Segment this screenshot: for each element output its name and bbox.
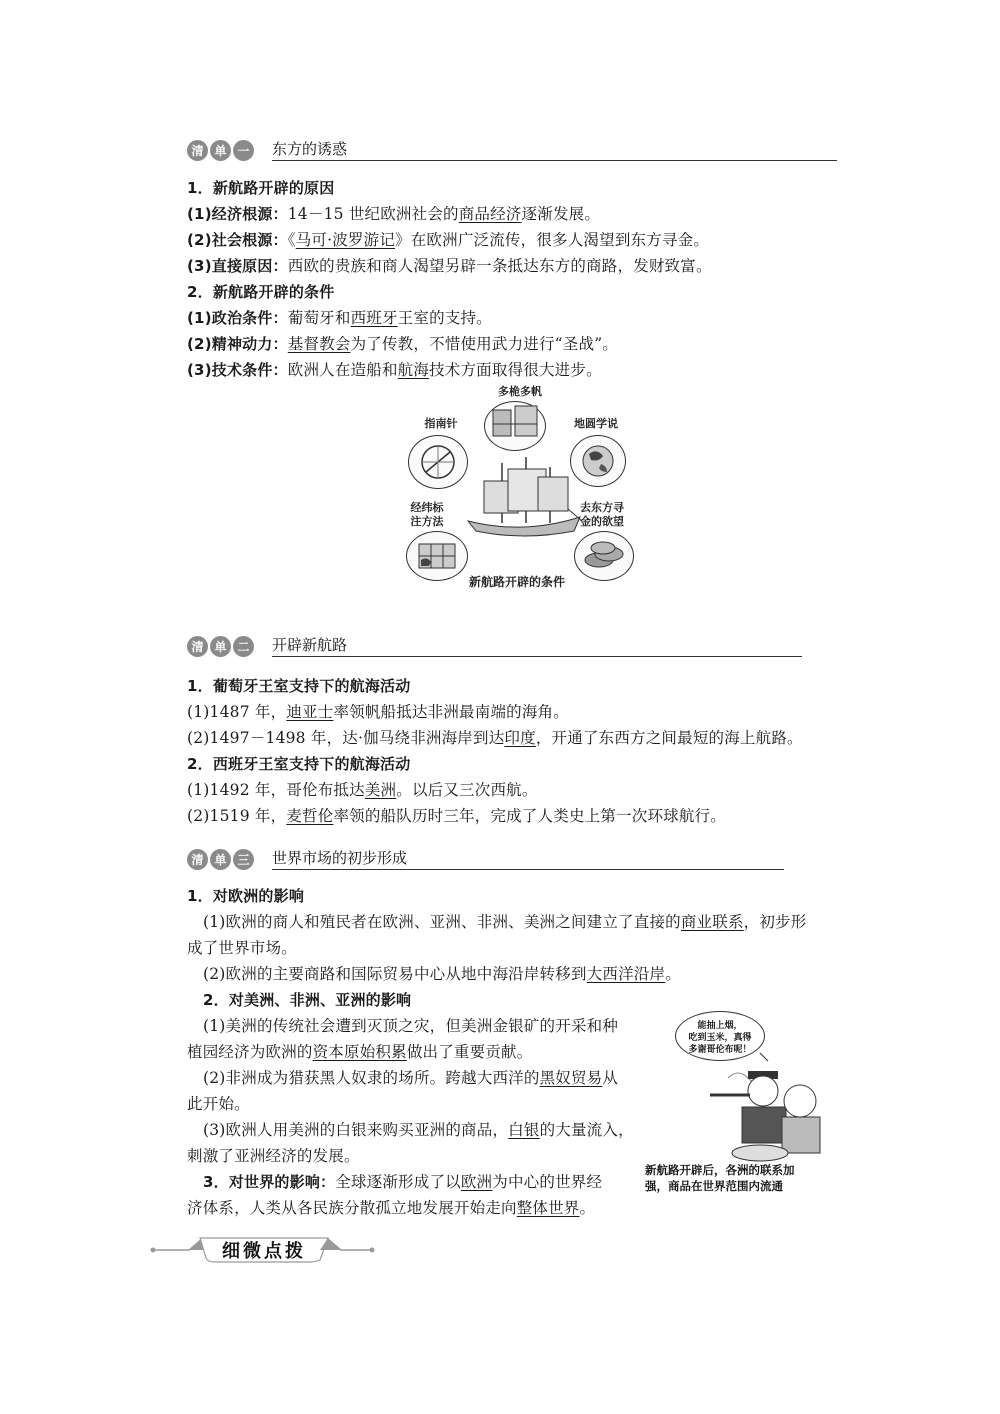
- heading: 1．对欧洲的影响: [187, 887, 305, 905]
- answer-blank: 欧洲: [460, 1173, 493, 1191]
- map-icon: [406, 531, 468, 581]
- list-item: (1)1492 年，哥伦布抵达美洲。以后又三次西航。: [187, 781, 538, 799]
- paragraph: (1)欧洲的商人和殖民者在欧洲、亚洲、非洲、美洲之间建立了直接的商业联系，初步形: [203, 913, 807, 931]
- answer-blank: 资本原始积累: [312, 1043, 407, 1061]
- answer-blank: 航海: [397, 361, 430, 379]
- figure-label-compass: 指南针: [424, 417, 458, 430]
- answer-blank: 马可·波罗游记: [295, 231, 396, 249]
- badge-qing: 清: [187, 849, 208, 870]
- cartoon-caption: 新航路开辟后，各洲的联系加 强，商品在世界范围内流通: [645, 1163, 795, 1193]
- answer-blank: 迪亚士: [286, 703, 334, 721]
- badge-qing: 清: [187, 636, 208, 657]
- paragraph: (2)欧洲的主要商路和国际贸易中心从地中海沿岸转移到大西洋沿岸。: [203, 965, 681, 983]
- speech-bubble: 能抽上烟， 吃到玉米，真得 多谢哥伦布呢！: [675, 1011, 765, 1061]
- answer-blank: 商业联系: [680, 913, 744, 931]
- section-header-2: [187, 633, 802, 657]
- section-header-1: [187, 137, 837, 161]
- figure-caption: 新航路开辟的条件: [468, 575, 565, 589]
- figure-label-latitude-longitude: 经纬标 注方法: [410, 501, 444, 528]
- figure-label-desire-for-gold: 去东方寻 金的欲望: [580, 501, 624, 528]
- answer-blank: 麦哲伦: [286, 807, 334, 825]
- section-header-3: [187, 846, 784, 870]
- section-title: 开辟新航路: [272, 634, 802, 657]
- paragraph: 3．对世界的影响：全球逐渐形成了以欧洲为中心的世界经: [203, 1173, 603, 1191]
- paragraph-continuation: 济体系，人类从各民族分散孤立地发展开始走向整体世界。: [187, 1199, 596, 1217]
- badge-dan: 单: [210, 636, 231, 657]
- list-item: (2)1519 年，麦哲伦率领的船队历时三年，完成了人类史上第一次环球航行。: [187, 807, 726, 825]
- badge-dan: 单: [210, 140, 231, 161]
- answer-blank: 商品经济: [458, 205, 522, 223]
- answer-blank: 大西洋沿岸: [586, 965, 666, 983]
- heading: 2．对美洲、非洲、亚洲的影响: [203, 991, 412, 1009]
- answer-blank: 西班牙: [350, 309, 398, 327]
- badge-dan: 单: [210, 849, 231, 870]
- new-route-conditions-figure: [402, 383, 638, 591]
- paragraph-continuation: 此开始。: [187, 1095, 250, 1113]
- badge-qing: 清: [187, 140, 208, 161]
- section-badge-group: [187, 849, 254, 870]
- two-men-smoking-icon: [650, 1003, 865, 1163]
- answer-blank: 美洲: [364, 781, 397, 799]
- list-item: (1)经济根源：14－15 世纪欧洲社会的商品经济逐渐发展。: [187, 205, 601, 223]
- tips-banner: [150, 1234, 375, 1264]
- list-item: (1)政治条件：葡萄牙和西班牙王室的支持。: [187, 309, 492, 327]
- figure-label-multi-mast: 多桅多帆: [498, 385, 542, 398]
- list-item: (1)1487 年，迪亚士率领帆船抵达非洲最南端的海角。: [187, 703, 569, 721]
- answer-blank: 印度: [504, 729, 536, 747]
- list-item: (3)直接原因：西欧的贵族和商人渴望另辟一条抵达东方的商路，发财致富。: [187, 257, 712, 275]
- badge-number: 三: [233, 849, 254, 870]
- list-item: (2)社会根源：《马可·波罗游记》在欧洲广泛流传，很多人渴望到东方寻金。: [187, 231, 710, 249]
- heading: 2．西班牙王室支持下的航海活动: [187, 755, 411, 773]
- answer-blank: 黑奴贸易: [539, 1069, 603, 1087]
- answer-blank: 整体世界: [516, 1199, 580, 1217]
- paragraph: (1)美洲的传统社会遭到灭顶之灾，但美洲金银矿的开采和种: [203, 1017, 619, 1035]
- figure-label-round-earth: 地圆学说: [574, 417, 618, 430]
- section-badge-group: [187, 140, 254, 161]
- compass-icon: [408, 435, 468, 489]
- section-title: 世界市场的初步形成: [272, 847, 784, 870]
- paragraph: (3)欧洲人用美洲的白银来购买亚洲的商品，白银的大量流入，: [203, 1121, 634, 1139]
- tips-title: 细微点拨: [222, 1241, 306, 1262]
- sail-illustration-icon: [484, 401, 546, 451]
- heading: 1．葡萄牙王室支持下的航海活动: [187, 677, 411, 695]
- heading: 1．新航路开辟的原因: [187, 179, 335, 197]
- answer-blank: 白银: [508, 1121, 540, 1139]
- badge-number: 二: [233, 636, 254, 657]
- answer-blank: 基督教会: [287, 335, 351, 353]
- heading: 2．新航路开辟的条件: [187, 283, 335, 301]
- paragraph-continuation: 植园经济为欧洲的资本原始积累做出了重要贡献。: [187, 1043, 533, 1061]
- section-title: 东方的诱惑: [272, 138, 837, 161]
- sailing-ship-icon: [464, 453, 584, 543]
- list-item: (3)技术条件：欧洲人在造船和航海技术方面取得很大进步。: [187, 361, 602, 379]
- section-badge-group: [187, 636, 254, 657]
- paragraph-continuation: 刺激了亚洲经济的发展。: [187, 1147, 360, 1165]
- list-item: (2)精神动力：基督教会为了传教，不惜使用武力进行“圣战”。: [187, 335, 619, 353]
- paragraph: (2)非洲成为猎获黑人奴隶的场所。跨越大西洋的黑奴贸易从: [203, 1069, 619, 1087]
- paragraph-continuation: 成了世界市场。: [187, 939, 297, 957]
- gold-coins-icon: [574, 531, 634, 581]
- badge-number: 一: [233, 140, 254, 161]
- list-item: (2)1497－1498 年，达·伽马绕非洲海岸到达印度，开通了东西方之间最短的海上航路。: [187, 729, 803, 747]
